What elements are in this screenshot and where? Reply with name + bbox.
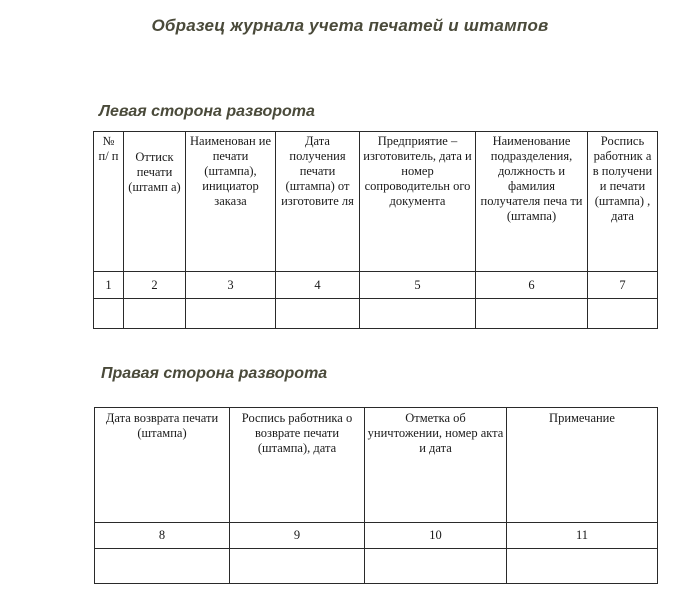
right-number-row bbox=[95, 523, 658, 549]
column-number: 5 bbox=[360, 272, 476, 299]
column-number: 3 bbox=[186, 272, 276, 299]
right-side-title: Правая сторона разворота bbox=[101, 365, 328, 382]
header-number: № п/ п bbox=[94, 132, 124, 272]
header-recipient: Наименование подразделения, должность и фамилия получателя печа ти (штампа) bbox=[476, 132, 588, 272]
right-header-row bbox=[95, 408, 658, 523]
column-number: 9 bbox=[230, 523, 365, 549]
blank-cell bbox=[588, 299, 658, 329]
column-number: 2 bbox=[124, 272, 186, 299]
blank-cell bbox=[507, 549, 658, 584]
header-destruction-mark: Отметка об уничтожении, номер акта и дата bbox=[365, 408, 507, 523]
left-header-row bbox=[94, 132, 658, 272]
blank-cell bbox=[186, 299, 276, 329]
header-manufacturer: Предприятие – изготовитель, дата и номер сопроводительн ого документа bbox=[360, 132, 476, 272]
blank-cell bbox=[94, 299, 124, 329]
header-return-date: Дата возврата печати (штампа) bbox=[95, 408, 230, 523]
column-number: 6 bbox=[476, 272, 588, 299]
header-receipt-signature: Роспись работник а в получени и печати (штампа) , дата bbox=[588, 132, 658, 272]
column-number: 10 bbox=[365, 523, 507, 549]
column-number: 7 bbox=[588, 272, 658, 299]
left-blank-row bbox=[94, 299, 658, 329]
left-number-row bbox=[94, 272, 658, 299]
blank-cell bbox=[95, 549, 230, 584]
right-side-table bbox=[94, 407, 658, 584]
column-number: 4 bbox=[276, 272, 360, 299]
blank-cell bbox=[276, 299, 360, 329]
document-title: Образец журнала учета печатей и штампов bbox=[151, 16, 549, 35]
left-side-title: Левая сторона разворота bbox=[99, 103, 315, 120]
header-stamp-name: Наименован ие печати (штампа), инициатор заказа bbox=[186, 132, 276, 272]
column-number: 8 bbox=[95, 523, 230, 549]
header-receipt-date: Дата получения печати (штампа) от изготовите ля bbox=[276, 132, 360, 272]
blank-cell bbox=[124, 299, 186, 329]
header-stamp-impression: Оттиск печати (штамп а) bbox=[124, 132, 186, 272]
blank-cell bbox=[365, 549, 507, 584]
header-note: Примечание bbox=[507, 408, 658, 523]
header-return-signature: Роспись работника о возврате печати (штампа), дата bbox=[230, 408, 365, 523]
column-number: 1 bbox=[94, 272, 124, 299]
right-blank-row bbox=[95, 549, 658, 584]
column-number: 11 bbox=[507, 523, 658, 549]
blank-cell bbox=[230, 549, 365, 584]
left-side-table bbox=[93, 131, 658, 329]
blank-cell bbox=[360, 299, 476, 329]
blank-cell bbox=[476, 299, 588, 329]
